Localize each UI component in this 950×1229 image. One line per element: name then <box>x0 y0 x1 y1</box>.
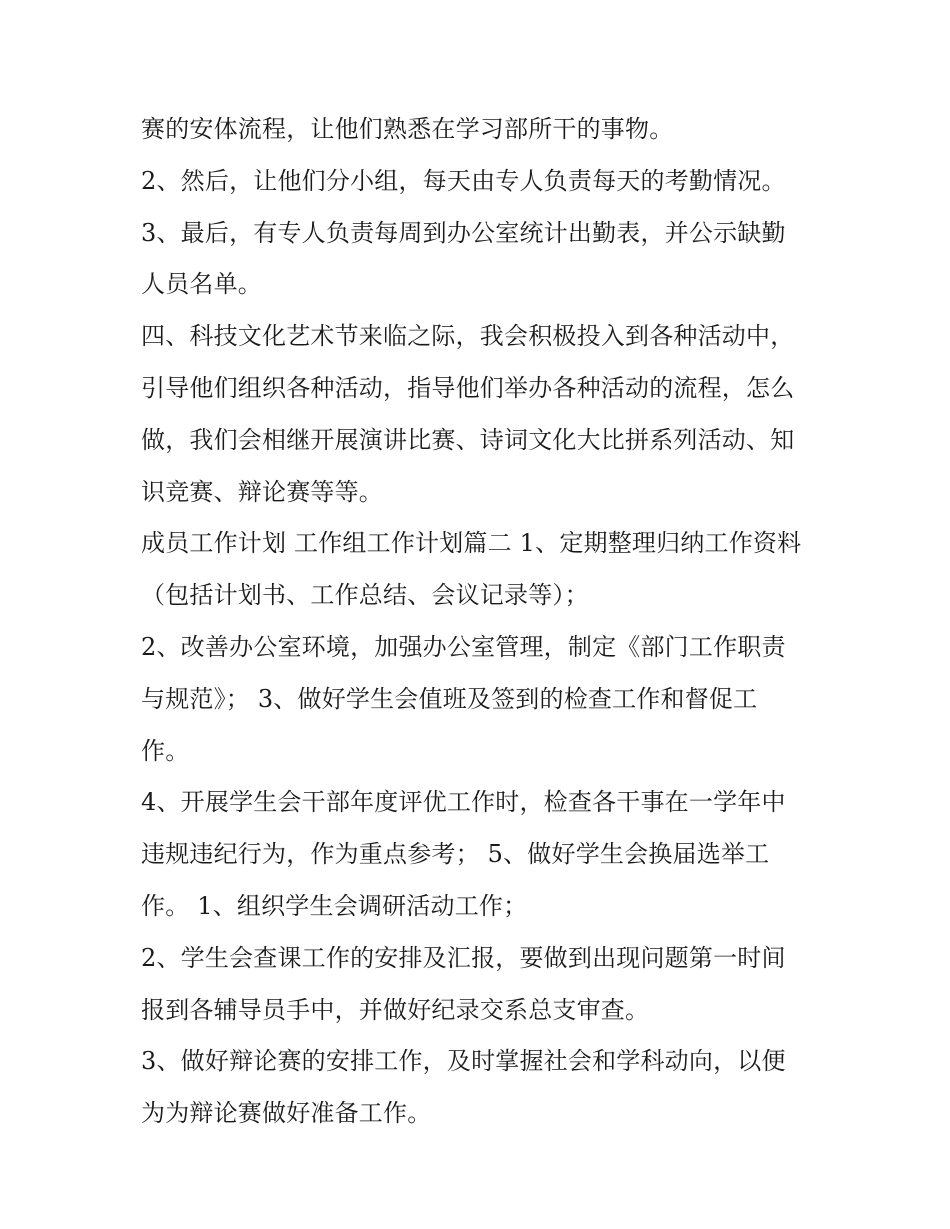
text-line-20: 为为辩论赛做好准备工作。 <box>141 1099 432 1128</box>
text-line-6: 引导他们组织各种活动，指导他们举办各种活动的流程，怎么 <box>141 373 795 402</box>
text-line-7: 做，我们会相继开展演讲比赛、诗词文化大比拼系列活动、知 <box>141 425 795 454</box>
text-line-11: 2、改善办公室环境，加强办公室管理，制定《部门工作职责 <box>141 632 786 661</box>
text-line-1: 赛的安体流程，让他们熟悉在学习部所干的事物。 <box>141 115 674 143</box>
text-line-4: 人员名单。 <box>141 270 262 299</box>
text-line-19: 3、做好辩论赛的安排工作，及时掌握社会和学科动向，以便 <box>141 1047 786 1076</box>
text-line-8: 识竞赛、辩论赛等等。 <box>141 477 383 506</box>
text-line-14: 4、开展学生会干部年度评优工作时，检查各干事在一学年中 <box>141 788 786 817</box>
text-line-13: 作。 <box>141 736 190 765</box>
text-line-3: 3、最后，有专人负责每周到办公室统计出勤表，并公示缺勤 <box>141 218 786 247</box>
text-line-18: 报到各辅导员手中，并做好纪录交系总支审查。 <box>141 995 650 1024</box>
text-line-15: 违规违纪行为，作为重点参考； 5、做好学生会换届选举工 <box>141 840 770 869</box>
text-line-17: 2、学生会查课工作的安排及汇报，要做到出现问题第一时间 <box>141 943 786 972</box>
body-text <box>141 104 821 1140</box>
text-line-9: 成员工作计划 工作组工作计划篇二 1、定期整理归纳工作资料 <box>141 529 802 558</box>
text-line-5: 四、科技文化艺术节来临之际，我会积极投入到各种活动中， <box>141 322 795 351</box>
text-line-10: （包括计划书、工作总结、会议记录等）； <box>141 581 589 610</box>
text-line-2: 2、然后，让他们分小组，每天由专人负责每天的考勤情况。 <box>141 166 786 195</box>
text-line-12: 与规范》； 3、做好学生会值班及签到的检查工作和督促工 <box>141 684 758 713</box>
text-line-16: 作。 1、组织学生会调研活动工作； <box>141 891 528 920</box>
